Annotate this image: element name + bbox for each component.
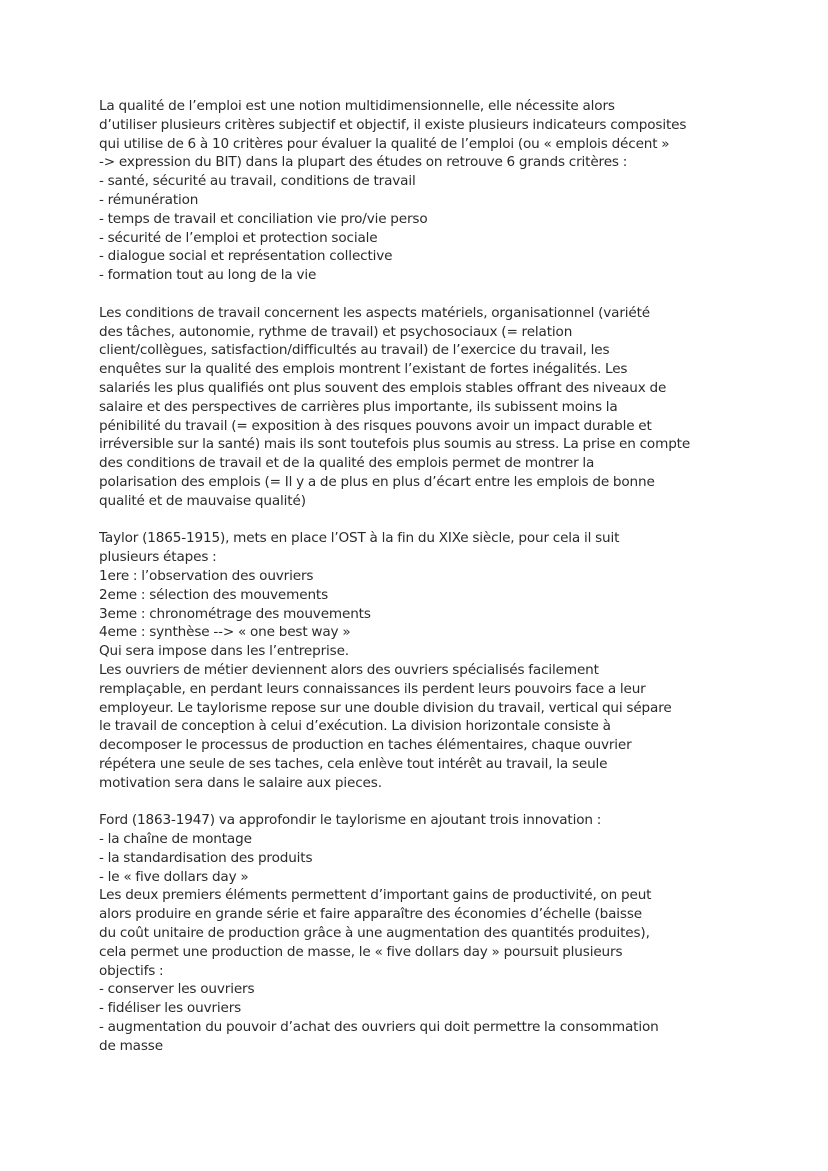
text-line: decomposer le processus de production en taches élémentaires, chaque ouvrier — [99, 737, 632, 754]
text-line: -> expression du BIT) dans la plupart des études on retrouve 6 grands critères : — [99, 154, 628, 171]
paragraph-fordism — [99, 811, 739, 1055]
list-item: - conserver les ouvriers — [99, 981, 255, 998]
text-line: d’utiliser plusieurs critères subjectif et objectif, il existe plusieurs indicateurs composites — [99, 116, 687, 133]
text-line: irréversible sur la santé) mais ils sont toutefois plus soumis au stress. La prise en compte — [99, 436, 691, 453]
list-item: - fidéliser les ouvriers — [99, 1000, 242, 1017]
text-line: enquêtes sur la qualité des emplois montrent l’existant de fortes inégalités. Les — [99, 361, 628, 378]
paragraph-taylorism — [99, 529, 739, 792]
text-line: cela permet une production de masse, le « five dollars day » poursuit plusieurs — [99, 943, 623, 960]
list-item: - rémunération — [99, 191, 199, 208]
text-line: pénibilité du travail (= exposition à des risques pouvons avoir un impact durable et — [99, 417, 652, 434]
text-line: Les ouvriers de métier deviennent alors des ouvriers spécialisés facilement — [99, 661, 599, 678]
text-line: répétera une seule de ses taches, cela enlève tout intérêt au travail, la seule — [99, 755, 608, 772]
text-line: plusieurs étapes : — [99, 549, 217, 566]
text-line: du coût unitaire de production grâce à une augmentation des quantités produites), — [99, 925, 650, 942]
text-line: Taylor (1865-1915), mets en place l’OST à la fin du XIXe siècle, pour cela il suit — [99, 530, 620, 547]
text-line: qualité et de mauvaise qualité) — [99, 492, 306, 509]
text-line: des tâches, autonomie, rythme de travail) et psychosociaux (= relation — [99, 323, 573, 340]
text-line: de masse — [99, 1037, 163, 1054]
list-item: - la chaîne de montage — [99, 831, 252, 848]
text-line: des conditions de travail et de la qualité des emplois permet de montrer la — [99, 455, 595, 472]
text-line: salariés les plus qualifiés ont plus souvent des emplois stables offrant des niveaux de — [99, 379, 667, 396]
text-line: qui utilise de 6 à 10 critères pour évaluer la qualité de l’emploi (ou « emplois décent » — [99, 135, 670, 152]
list-item: - dialogue social et représentation collective — [99, 248, 393, 265]
list-item: - sécurité de l’emploi et protection sociale — [99, 229, 378, 246]
text-line: client/collègues, satisfaction/difficultés au travail) de l’exercice du travail, les — [99, 342, 610, 359]
document-body — [99, 97, 739, 1074]
text-line: alors produire en grande série et faire apparaître des économies d’échelle (baisse — [99, 906, 642, 923]
text-line: employeur. Le taylorisme repose sur une double division du travail, vertical qui sépare — [99, 699, 672, 716]
list-item: 1ere : l’observation des ouvriers — [99, 567, 314, 584]
list-item: - temps de travail et conciliation vie pro/vie perso — [99, 210, 428, 227]
text-line: motivation sera dans le salaire aux pieces. — [99, 774, 382, 791]
list-item: - santé, sécurité au travail, conditions de travail — [99, 173, 416, 190]
text-line: La qualité de l’emploi est une notion multidimensionnelle, elle nécessite alors — [99, 98, 615, 114]
list-item: 4eme : synthèse --> « one best way » — [99, 624, 351, 641]
text-line: Les conditions de travail concernent les aspects matériels, organisationnel (variété — [99, 304, 651, 321]
text-line: objectifs : — [99, 962, 164, 979]
text-line: Qui sera impose dans les l’entreprise. — [99, 643, 349, 660]
text-line: remplaçable, en perdant leurs connaissances ils perdent leurs pouvoirs face a leur — [99, 680, 646, 697]
paragraph-working-conditions — [99, 304, 739, 511]
list-item: - le « five dollars day » — [99, 868, 249, 885]
text-line: le travail de conception à celui d’exécution. La division horizontale consiste à — [99, 718, 611, 735]
list-item: - formation tout au long de la vie — [99, 267, 317, 284]
text-line: salaire et des perspectives de carrières plus importante, ils subissent moins la — [99, 398, 618, 415]
text-line: Ford (1863-1947) va approfondir le taylorisme en ajoutant trois innovation : — [99, 812, 602, 829]
text-line: Les deux premiers éléments permettent d’important gains de productivité, on peut — [99, 887, 652, 904]
paragraph-quality-of-employment — [99, 97, 739, 285]
list-item: 3eme : chronométrage des mouvements — [99, 605, 371, 622]
text-line: polarisation des emplois (= Il y a de plus en plus d’écart entre les emplois de bonne — [99, 473, 655, 490]
list-item: - augmentation du pouvoir d’achat des ouvriers qui doit permettre la consommation — [99, 1019, 659, 1036]
list-item: 2eme : sélection des mouvements — [99, 586, 329, 603]
list-item: - la standardisation des produits — [99, 849, 313, 866]
